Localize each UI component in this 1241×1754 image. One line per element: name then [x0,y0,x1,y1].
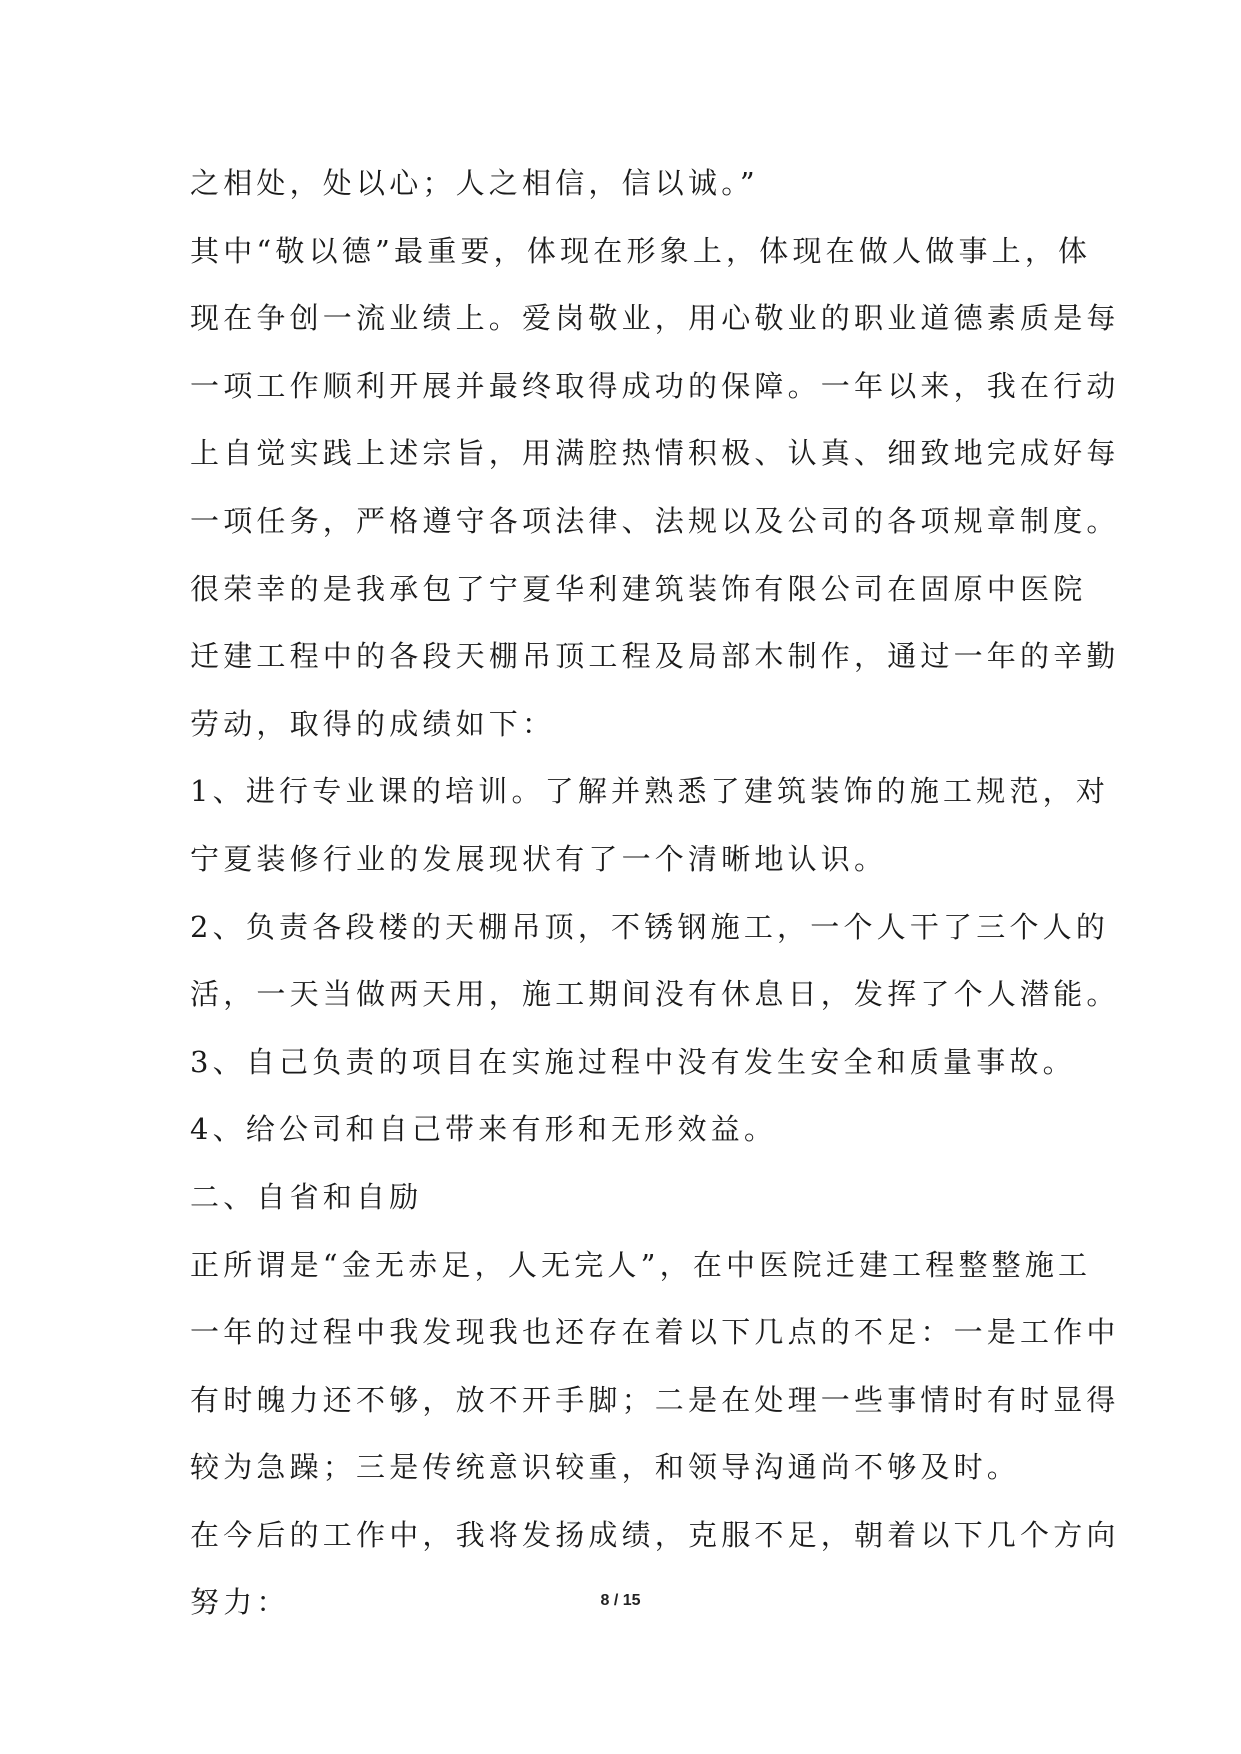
text-line: 现在争创一流业绩上。爱岗敬业，用心敬业的职业道德素质是每 [190,301,1120,336]
text-line: 上自觉实践上述宗旨，用满腔热情积极、认真、细致地完成好每 [190,436,1120,471]
text-line: 一年的过程中我发现我也还存在着以下几点的不足：一是工作中 [190,1315,1120,1350]
text-line: 之相处，处以心；人之相信，信以诚。” [190,166,759,200]
text-line: 迁建工程中的各段天棚吊顶工程及局部木制作，通过一年的辛勤 [190,639,1120,674]
text-line: 正所谓是“金无赤足，人无完人”，在中医院迁建工程整整施工 [190,1247,1092,1282]
text-line: 较为急躁；三是传统意识较重，和领导沟通尚不够及时。 [190,1450,1021,1485]
text-line: 劳动，取得的成绩如下： [190,706,556,741]
page-number: 8 / 15 [600,1592,641,1609]
text-line: 一项任务，严格遵守各项法律、法规以及公司的各项规章制度。 [190,503,1120,538]
text-line: 其中“敬以德”最重要，体现在形象上，体现在做人做事上，体 [190,233,1092,268]
text-line: 一项工作顺利开展并最终取得成功的保障。一年以来，我在行动 [190,368,1120,403]
text-line: 在今后的工作中，我将发扬成绩，克服不足，朝着以下几个方向 [190,1517,1120,1552]
list-item-3: 3、自己负责的项目在实施过程中没有发生安全和质量事故。 [190,1044,1076,1079]
text-line: 很荣幸的是我承包了宁夏华利建筑装饰有限公司在固原中医院 [190,571,1087,606]
text-line: 活，一天当做两天用，施工期间没有休息日，发挥了个人潜能。 [190,977,1120,1012]
list-item-2: 2、负责各段楼的天棚吊顶，不锈钢施工，一个人干了三个人的 [190,909,1110,944]
text-line: 有时魄力还不够，放不开手脚；二是在处理一些事情时有时显得 [190,1382,1120,1417]
section-heading: 二、自省和自励 [190,1179,423,1214]
text-line: 努力： [190,1585,290,1620]
list-item-1: 1、进行专业课的培训。了解并熟悉了建筑装饰的施工规范，对 [190,774,1110,809]
text-line: 宁夏装修行业的发展现状有了一个清晰地认识。 [190,841,888,876]
body-text [190,150,1120,1637]
list-item-4: 4、给公司和自己带来有形和无形效益。 [190,1112,778,1147]
